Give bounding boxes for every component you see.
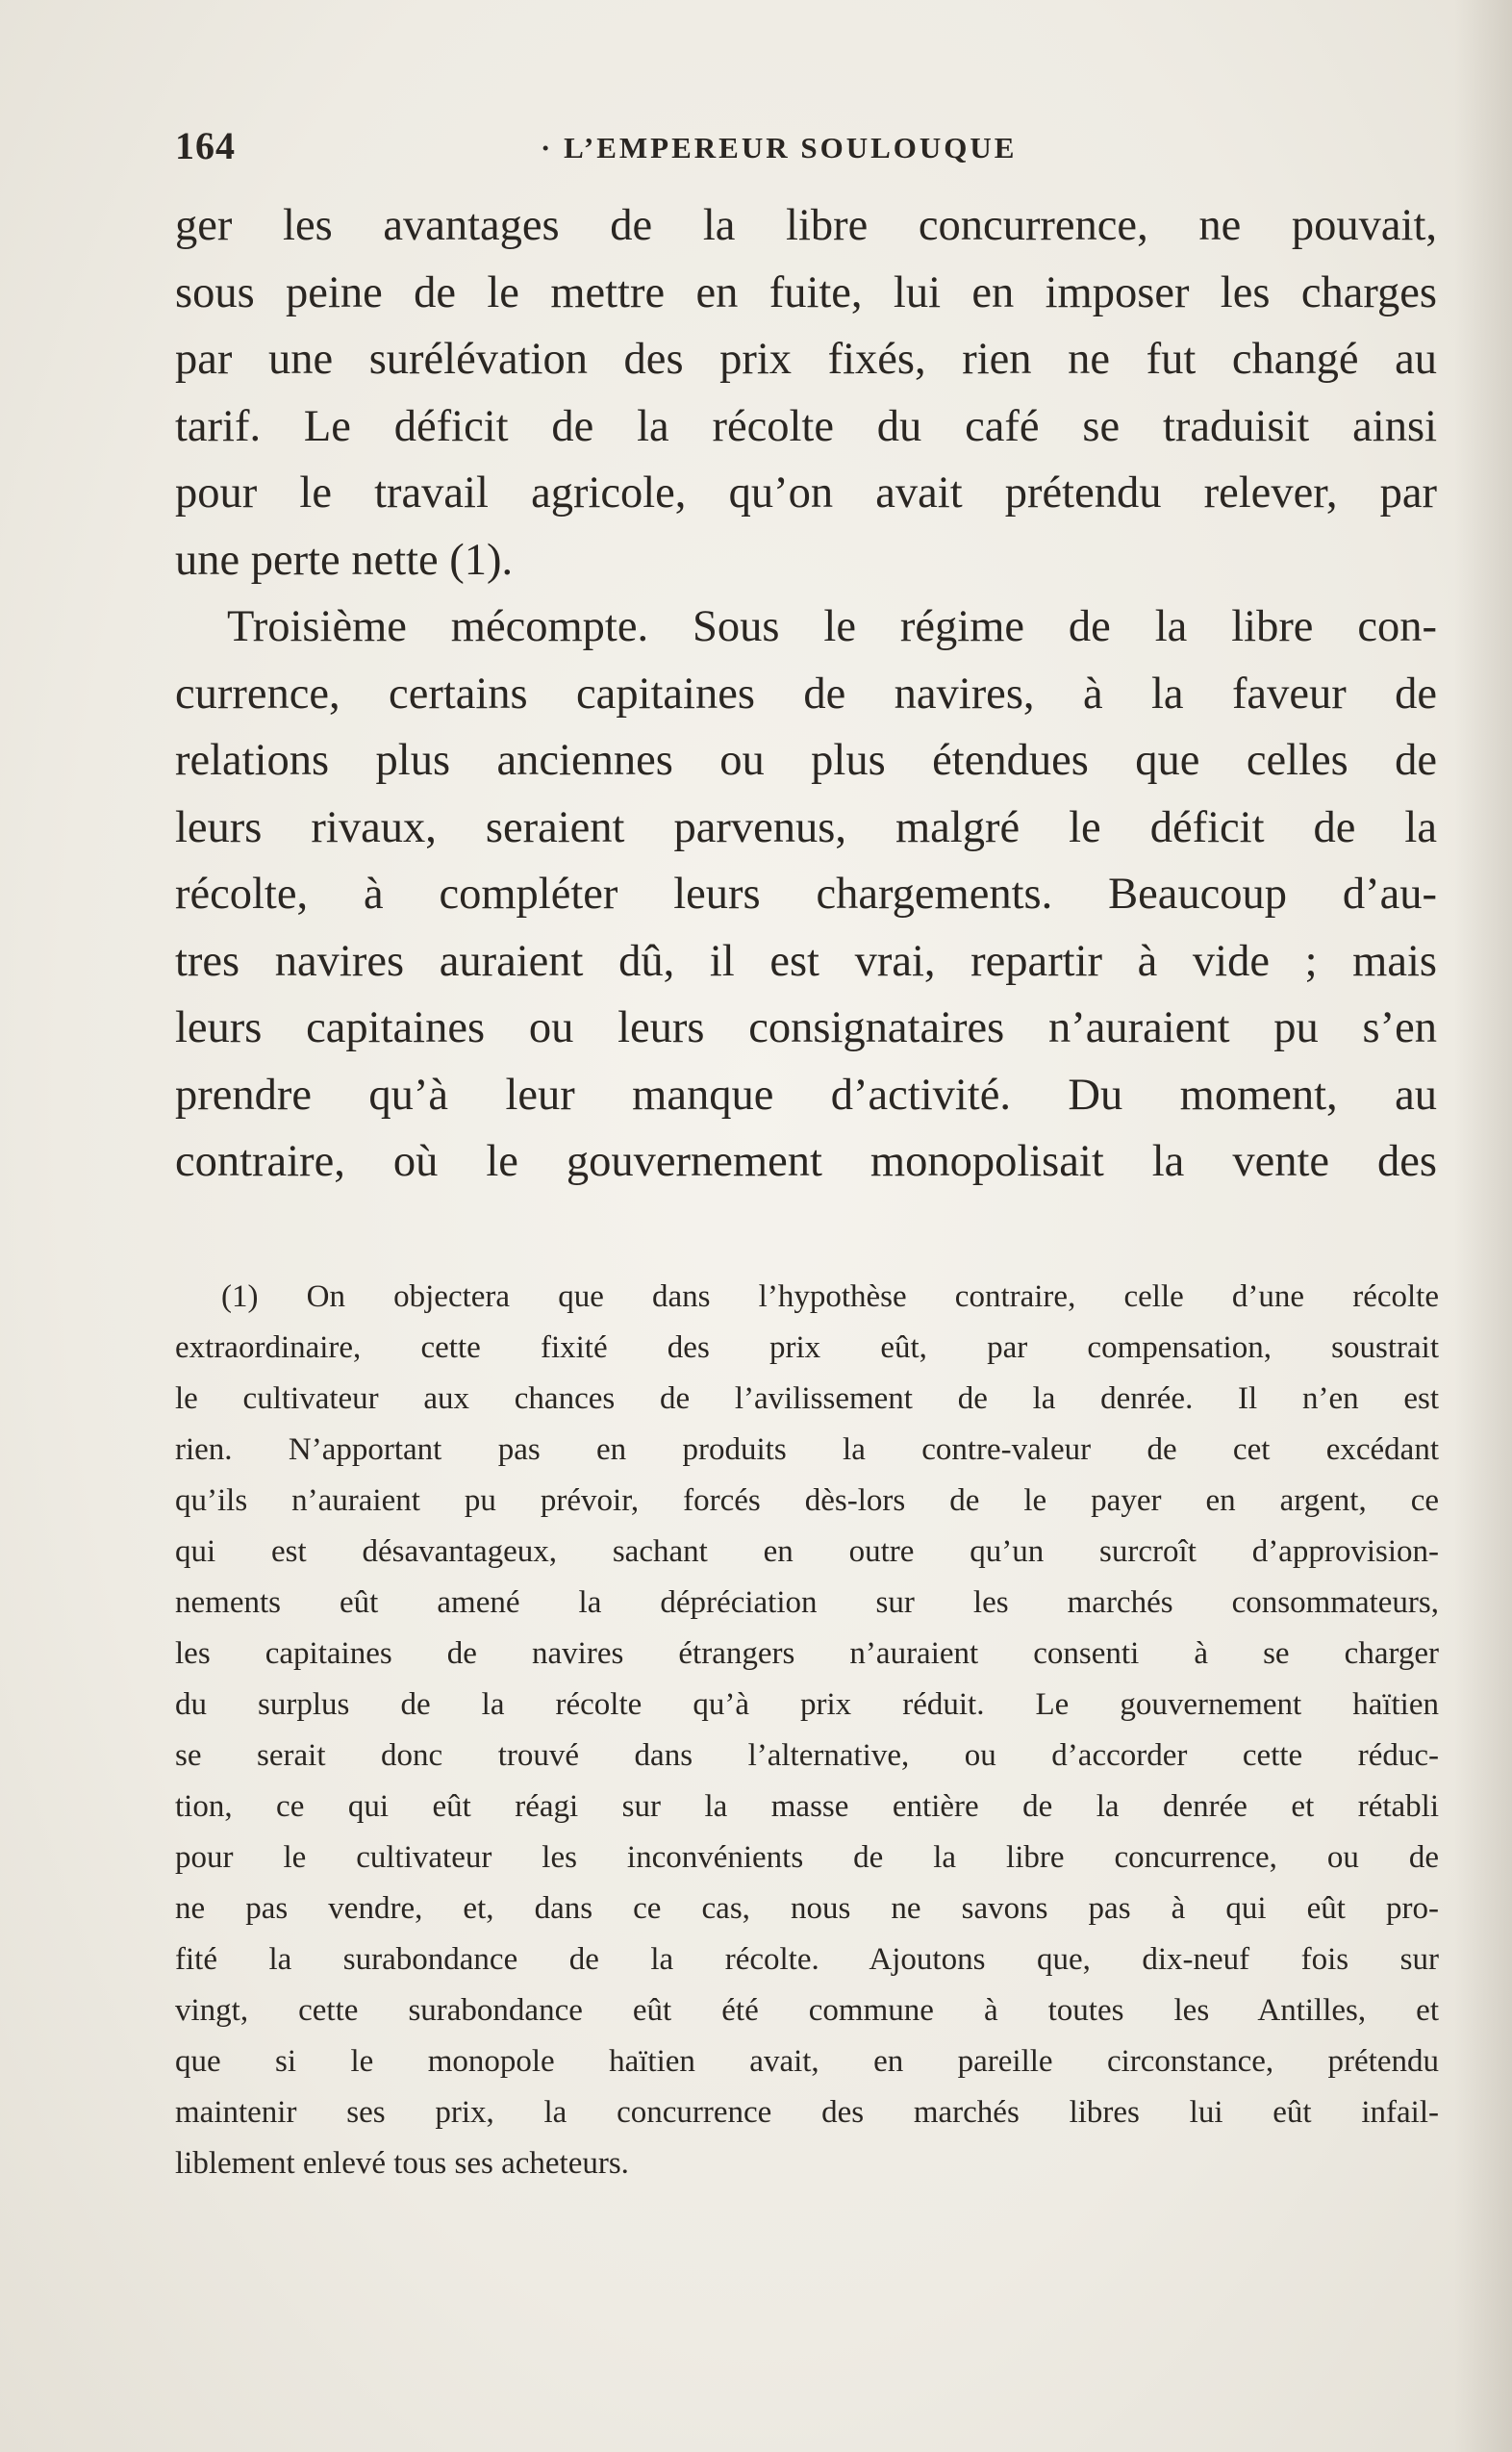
footnote-line: fité la surabondance de la récolte. Ajoutons que, dix-neuf fois sur <box>175 1942 1439 1977</box>
footnote-line: extraordinaire, cette fixité des prix eût, par compensation, soustrait <box>175 1330 1439 1365</box>
text-line: leurs rivaux, seraient parvenus, malgré le déficit de la <box>175 802 1437 852</box>
text-line: pour le travail agricole, qu’on avait prétendu relever, par <box>175 468 1437 518</box>
running-head <box>175 123 1443 171</box>
text-line: tarif. Le déficit de la récolte du café se traduisit ainsi <box>175 401 1437 451</box>
running-title: · L’EMPEREUR SOULOUQUE <box>541 131 1018 164</box>
footnote-line: maintenir ses prix, la concurrence des marchés libres lui eût infail- <box>175 2095 1439 2130</box>
footnote-line: vingt, cette surabondance eût été commune à toutes les Antilles, et <box>175 1993 1439 2028</box>
footnote-line: que si le monopole haïtien avait, en pareille circonstance, prétendu <box>175 2044 1439 2079</box>
text-line: Troisième mécompte. Sous le régime de la libre con- <box>227 602 1437 651</box>
footnote-line: nements eût amené la dépréciation sur les marchés consommateurs, <box>175 1585 1439 1620</box>
footnote-line: liblement enlevé tous ses acheteurs. <box>175 2146 629 2181</box>
footnote-line: le cultivateur aux chances de l’avilissement de la denrée. Il n’en est <box>175 1381 1439 1416</box>
footnote-line: tion, ce qui eût réagi sur la masse entière de la denrée et rétabli <box>175 1789 1439 1824</box>
text-line: récolte, à compléter leurs chargements. Beaucoup d’au- <box>175 870 1437 919</box>
text-line: leurs capitaines ou leurs consignataires n’auraient pu s’en <box>175 1003 1437 1052</box>
text-line: prendre qu’à leur manque d’activité. Du moment, au <box>175 1070 1437 1120</box>
footnote-line: pour le cultivateur les inconvénients de la libre concurrence, ou de <box>175 1840 1439 1875</box>
footnote-line: les capitaines de navires étrangers n’auraient consenti à se charger <box>175 1636 1439 1671</box>
footnote-line: du surplus de la récolte qu’à prix réduit. Le gouvernement haïtien <box>175 1687 1439 1722</box>
footnote <box>175 1272 1439 2189</box>
text-line: sous peine de le mettre en fuite, lui en imposer les charges <box>175 267 1437 317</box>
text-line: par une surélévation des prix fixés, rien ne fut changé au <box>175 335 1437 384</box>
text-line: ger les avantages de la libre concurrence, ne pouvait, <box>175 201 1437 250</box>
footnote-line: qui est désavantageux, sachant en outre qu’un surcroît d’approvision- <box>175 1534 1439 1569</box>
footnote-line: qu’ils n’auraient pu prévoir, forcés dès-lors de le payer en argent, ce <box>175 1483 1439 1518</box>
footnote-line: (1) On objectera que dans l’hypothèse contraire, celle d’une récolte <box>221 1279 1439 1314</box>
text-line: une perte nette (1). <box>175 535 514 585</box>
text-line: currence, certains capitaines de navires, à la faveur de <box>175 669 1437 719</box>
footnote-line: ne pas vendre, et, dans ce cas, nous ne savons pas à qui eût pro- <box>175 1891 1439 1926</box>
text-line: contraire, où le gouvernement monopolisait la vente des <box>175 1137 1437 1186</box>
footnote-line: se serait donc trouvé dans l’alternative, ou d’accorder cette réduc- <box>175 1738 1439 1773</box>
main-text <box>175 192 1437 1196</box>
page-number: 164 <box>175 124 236 167</box>
page-edge-shadow <box>1454 0 1512 2452</box>
footnote-line: rien. N’apportant pas en produits la contre-valeur de cet excédant <box>175 1432 1439 1467</box>
text-line: relations plus anciennes ou plus étendues que celles de <box>175 736 1437 785</box>
text-line: tres navires auraient dû, il est vrai, repartir à vide ; mais <box>175 936 1437 986</box>
